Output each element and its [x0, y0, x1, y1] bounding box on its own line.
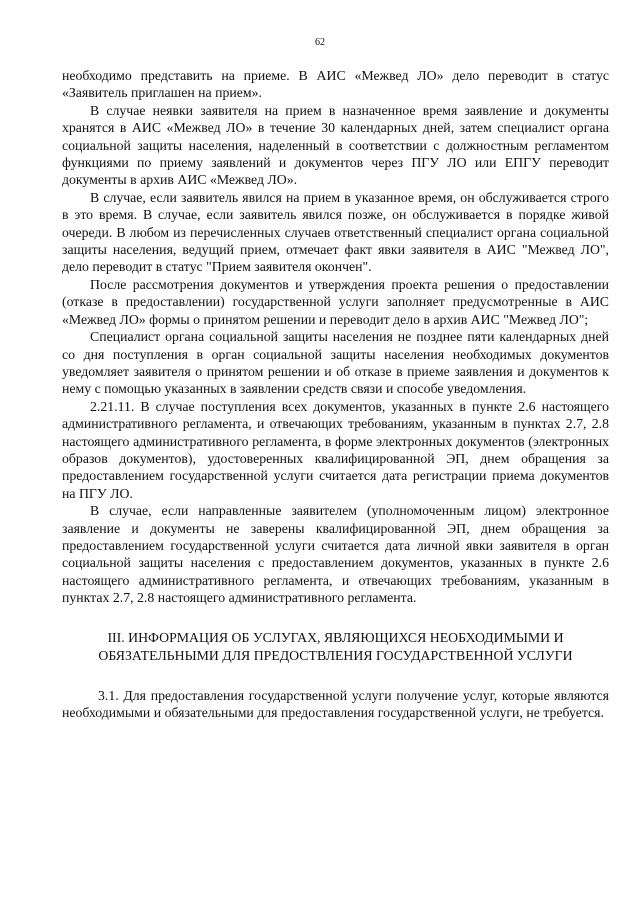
paragraph: В случае неявки заявителя на прием в назначенное время заявление и документы хранятся в АИС «Межвед ЛО» в течение 30 календарных дней, затем специалист органа социальной защиты населения, наделенный в соответствии с должностным регламентом функциями по приему заявлений и документов через ПГУ ЛО или ЕПГУ переводит документы в архив АИС «Межвед ЛО». [62, 102, 609, 188]
document-body [62, 67, 609, 721]
page-number: 62 [315, 37, 325, 48]
paragraph: 2.21.11. В случае поступления всех документов, указанных в пункте 2.6 настоящего административного регламента, и отвечающих требованиям, указанным в пунктах 2.7, 2.8 настоящего административного регламента, в форме электронных документов (электронных образов документов), удостоверенных квалифицированной ЭП, днем обращения за предоставлением государственной услуги считается дата регистрации приема документов на ПГУ ЛО. [62, 398, 609, 501]
paragraph: необходимо представить на приеме. В АИС «Межвед ЛО» дело переводит в статус «Заявитель приглашен на прием». [62, 68, 609, 101]
paragraph: В случае, если заявитель явился на прием в указанное время, он обслуживается строго в это время. В случае, если заявитель явился позже, он обслуживается в порядке живой очереди. В любом из перечисленных случаев ответственный специалист органа социальной защиты населения, ведущий прием, отмечает факт явки заявителя в АИС "Межвед ЛО", дело переводит в статус "Прием заявителя окончен". [62, 189, 609, 275]
paragraph: Специалист органа социальной защиты населения не позднее пяти календарных дней со дня поступления в орган социальной защиты населения необходимых документов уведомляет заявителя о принятом решении и об отказе в приеме заявления и документов к нему с помощью указанных в заявлении средств связи и способе уведомления. [62, 329, 609, 397]
section-heading-line: ОБЯЗАТЕЛЬНЫМИ ДЛЯ ПРЕДОСТВЛЕНИЯ ГОСУДАРСТВЕННОЙ УСЛУГИ [98, 647, 573, 663]
paragraph: После рассмотрения документов и утверждения проекта решения о предоставлении (отказе в предоставлении) государственной услуги заполняет предусмотренные в АИС «Межвед ЛО» формы о принятом решении и переводит дело в архив АИС "Межвед ЛО"; [62, 276, 609, 327]
section-heading [62, 629, 609, 665]
section-heading-line: III. ИНФОРМАЦИЯ ОБ УСЛУГАХ, ЯВЛЯЮЩИХСЯ НЕОБХОДИМЫМИ И [107, 629, 564, 645]
paragraph: В случае, если направленные заявителем (уполномоченным лицом) электронное заявление и документы не заверены квалифицированной ЭП, днем обращения за предоставлением государственной услуги считается дата личной явки заявителя в орган социальной защиты населения с предоставлением документов, указанных в пункте 2.6 настоящего административного регламента, и отвечающих требованиям, указанным в пунктах 2.7, 2.8 настоящего административного регламента. [62, 503, 609, 606]
paragraph: 3.1. Для предоставления государственной услуги получение услуг, которые являются необходимыми и обязательными для предоставления государственной услуги, не требуется. [62, 687, 609, 720]
